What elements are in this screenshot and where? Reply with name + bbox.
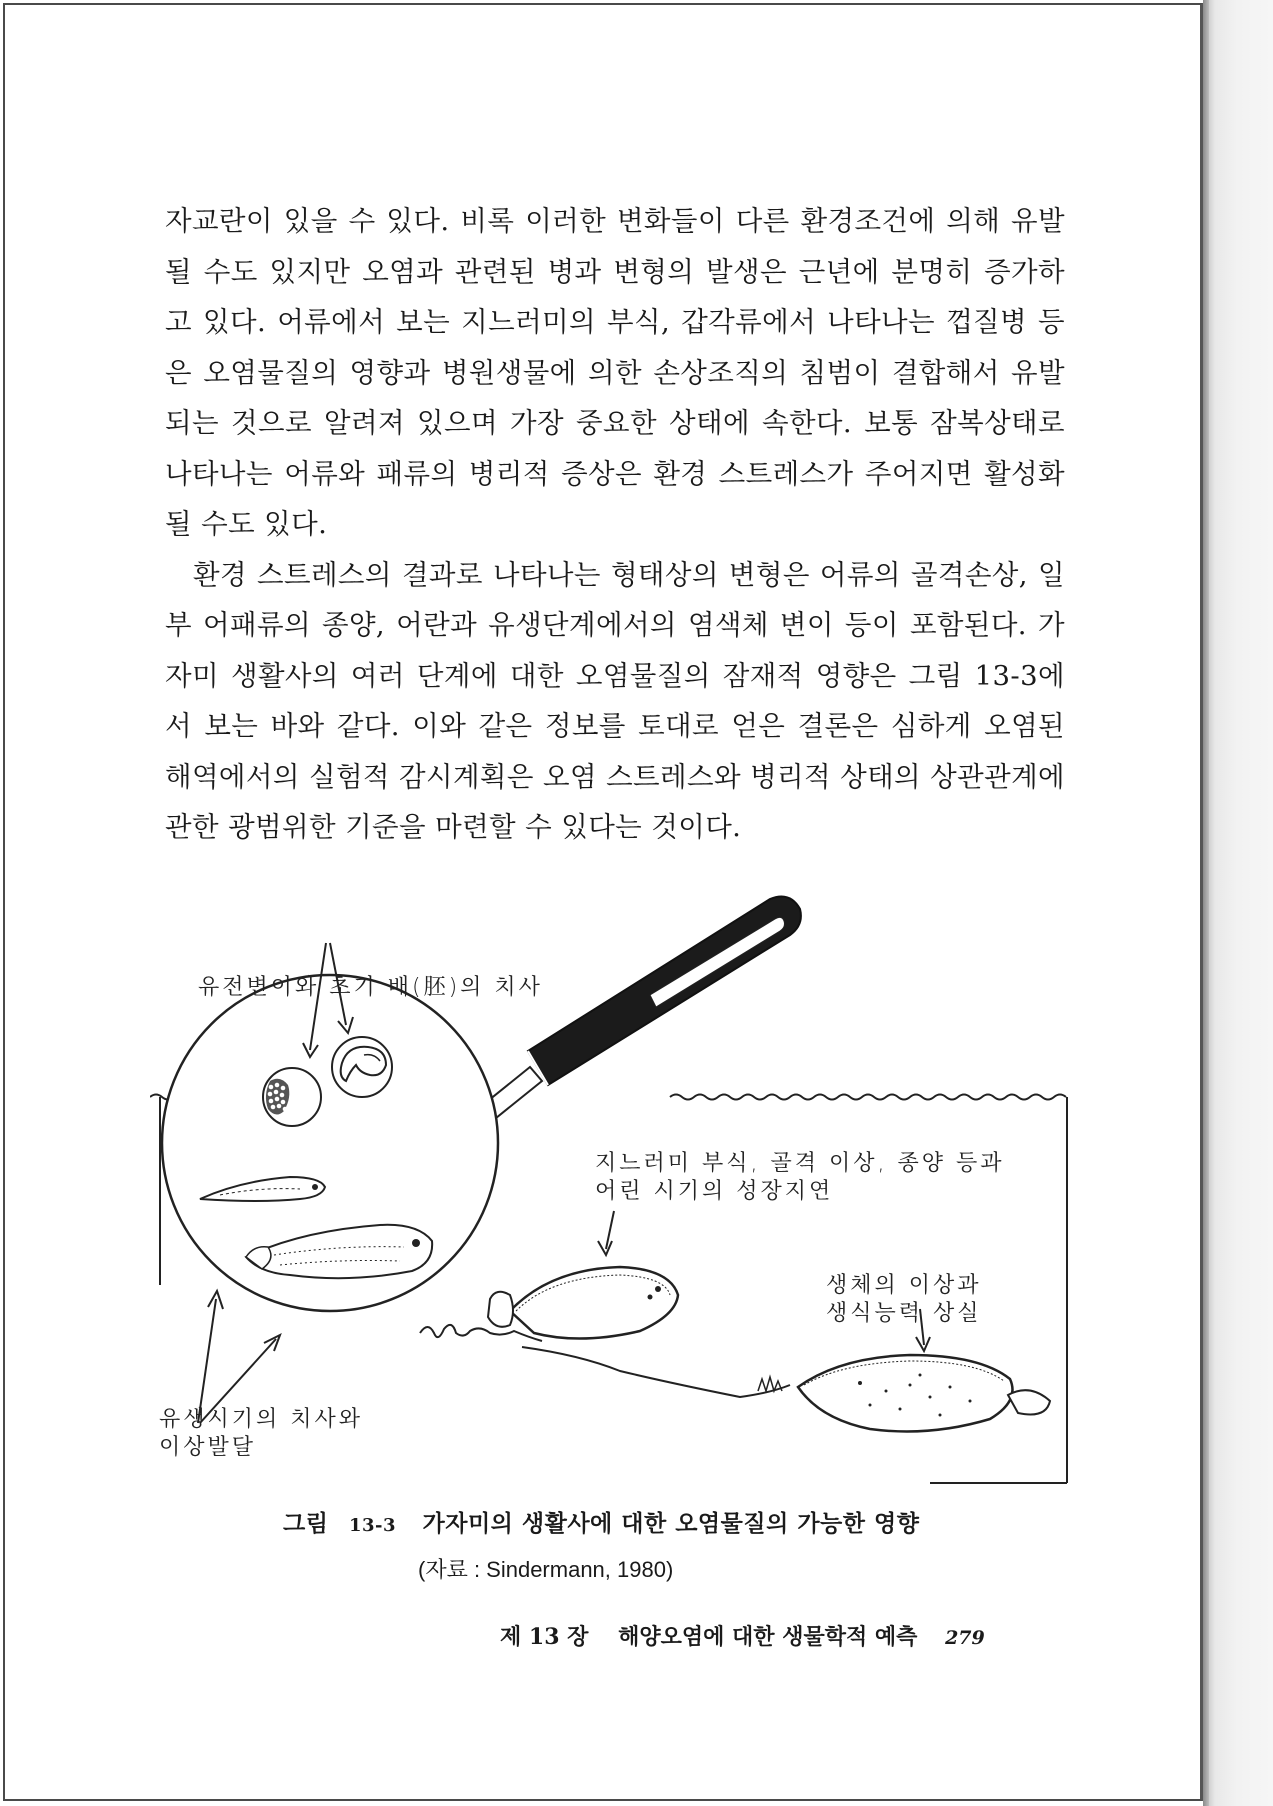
magnifier-handle [458, 897, 801, 1139]
paragraph: 환경 스트레스의 결과로 나타나는 형태상의 변형은 어류의 골격손상, 일부 어패류의 종양, 어란과 유생단계에서의 염색체 변이 등이 포함된다. 가자미 생활사의 여러 단계에 대한 오염물질의 잠재적 영향은 그림 13-3에서 보는 바와 같다. 이와 같은 정보를 토대로 얻은 결론은 심하게 오염된 해역에서의 실험적 감시계획은 오염 스트레스와 병리적 상태의 상관관계에 관한 광범위한 기준을 마련할 수 있다는 것이다. [165, 558, 1065, 843]
adult-flounder [798, 1355, 1050, 1431]
figure-source: (자료 : Sindermann, 1980) [418, 1557, 674, 1582]
label-juvenile-effects-line1: 지느러미 부식, 골격 이상, 종양 등과 [595, 1151, 1005, 1176]
paragraph: 자교란이 있을 수 있다. 비록 이러한 변화들이 다른 환경조건에 의해 유발될 수도 있지만 오염과 관련된 병과 변형의 발생은 근년에 분명히 증가하고 있다. 어류에서 보는 지느러미의 부식, 갑각류에서 나타나는 껍질병 등은 오염물질의 영향과 병원생물에 의한 손상조직의 침범이 결합해서 유발되는 것으로 알려져 있으며 가장 중요한 상태에 속한다. 보통 잠복상태로 나타나는 어류와 패류의 병리적 증상은 환경 스트레스가 주어지면 활성화될 수도 있다. [165, 205, 1065, 540]
juvenile-flounder [488, 1267, 678, 1339]
egg-genetic-variation [263, 1068, 321, 1126]
caption-prefix: 그림 [283, 1510, 329, 1537]
figure-13-3 [150, 885, 1080, 1485]
label-adult-effects-line2: 생식능력 상실 [826, 1301, 982, 1326]
page-shadow [1207, 0, 1273, 1806]
figure-caption [283, 1505, 919, 1538]
label-larva-effects-line1: 유생시기의 치사와 [159, 1407, 364, 1432]
caption-title: 가자미의 생활사에 대한 오염물질의 가능한 영향 [422, 1510, 920, 1537]
label-adult-effects-line1: 생체의 이상과 [826, 1273, 982, 1298]
body-text [165, 196, 1065, 853]
label-juvenile-effects-line2: 어린 시기의 성장지연 [595, 1179, 834, 1204]
chapter-title: 해양오염에 대한 생물학적 예측 [618, 1624, 918, 1650]
chapter-label: 제 13 장 [500, 1624, 589, 1650]
page-number: 279 [945, 1627, 985, 1649]
caption-number: 13-3 [348, 1515, 396, 1536]
page-edge [1203, 0, 1209, 1806]
label-larva-effects-line2: 이상발달 [159, 1435, 257, 1460]
egg-early-embryo [332, 1037, 392, 1097]
running-footer [500, 1620, 985, 1651]
label-embryo-effects: 유전변이와 초기 배(胚)의 치사 [198, 975, 543, 1000]
